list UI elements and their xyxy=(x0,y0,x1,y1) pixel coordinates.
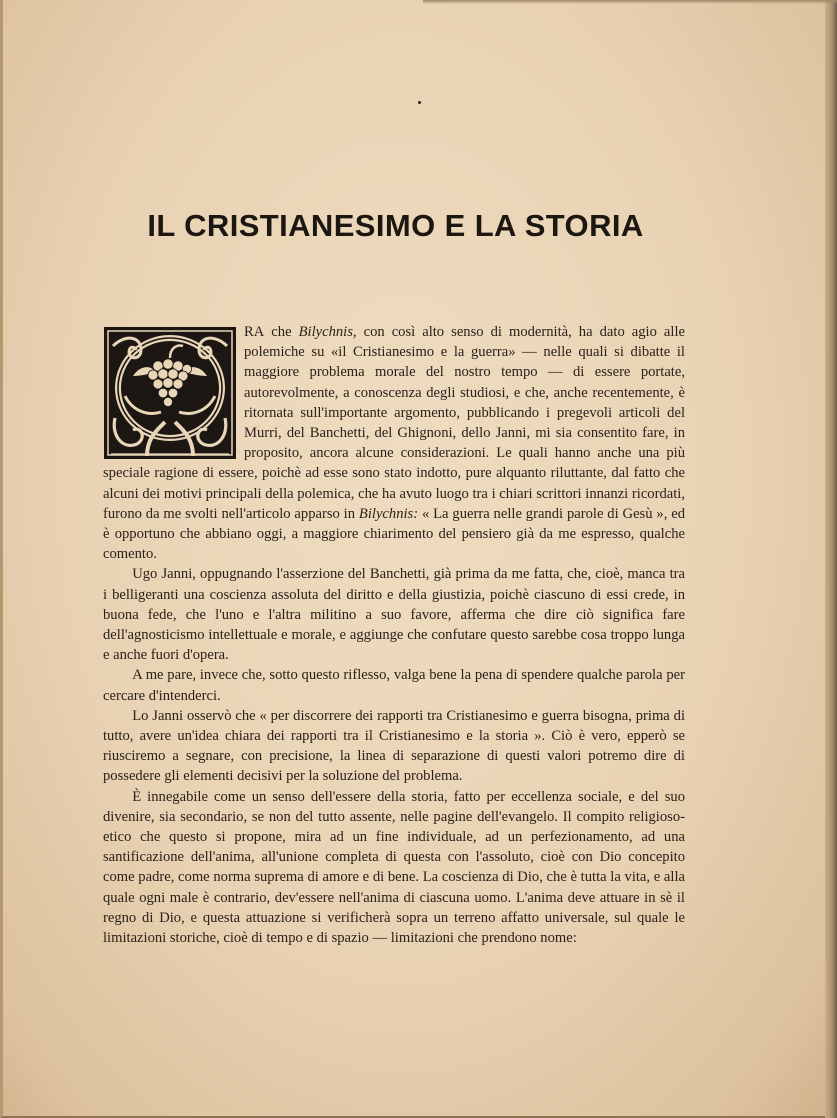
paragraph-4 xyxy=(103,706,685,787)
paragraph-text: Lo Janni osservò che « per discorrere dei rapporti tra Cristianesimo e guerra bisogna, prima di tutto, avere un'idea chiara dei rapporti tra il Cristianesimo e la storia ». Ciò è vero, epperò se riusciremo a segnare, con precisione, la linea di separazione di questi valori potremo dire di possedere gli elementi decisivi per la soluzione del problema. xyxy=(103,707,685,785)
paragraph-text: « La guerra nelle grandi parole di Gesù », ed è opportuno che abbiano oggi, a maggiore chiarimento del pensiero già da me espresso, qualche comento. xyxy=(103,505,685,563)
paragraph-text: RA xyxy=(244,324,265,340)
paragraph-3 xyxy=(103,665,685,705)
page-edge xyxy=(825,0,837,1118)
paragraph-text: A me pare, invece che, sotto questo riflesso, valga bene la pena di spendere qualche parola per cercare d'intenderci. xyxy=(103,667,685,704)
article-title: IL CRISTIANESIMO E LA STORIA xyxy=(147,208,644,243)
article-body xyxy=(103,322,685,948)
paragraph-text: Bilychnis, xyxy=(298,324,357,340)
paragraph-text: Ugo Janni, oppugnando l'asserzione del Banchetti, già prima da me fatta, che, cioè, manca tra i belligeranti una coscienza assoluta del diritto e della giustizia, poichè ciascuno di essi crede, in buona fede, che l'uno e l'altra militino a suo favore, afferma che dire ciò significa fare dell'agnosticismo intellettuale e morale, e aggiunge che confutare questo sarebbe cosa troppo lunga e anche fuori d'opera. xyxy=(103,566,685,664)
paragraph-text: con così alto senso di modernità, ha dato agio alle polemiche su «il Cristianesimo e la guerra» — nelle quali si dibatte il maggiore problema morale del nostro tempo — di essere portate, autorevolmente, a conoscenza degli studiosi, e che, anche recentemente, è ritornata sull'importante argomento, pubblicando i pregevoli articoli del Murri, del Banchetti, del Ghignoni, dello Janni, mi sia consentito fare, in proposito, ancora alcune considerazioni. Le quali hanno anche una più speciale ragione di essere, poichè ad esse sono stato indotto, pure alquanto riluttante, dal fatto che alcuni dei motivi principali della polemica, che ha avuto luogo tra i chiari scrittori innanzi ricordati, furono da me svolti nell'articolo apparso in xyxy=(103,324,685,522)
paragraph-text: È innegabile come un senso dell'essere della storia, fatto per eccellenza sociale, e del suo divenire, sia secondario, se non del tutto assente, nelle pagine dell'evangelo. Il compito religioso-etico che questo si propone, mira ad un fine individuale, ad un perfezionamento, ad una santificazione dell'anima, all'unione completa di questa con l'assoluto, cioè con Dio concepito come padre, come norma suprema di amore e di bene. La coscienza di Dio, che è tutta la vita, e alla quale ogni male è contrario, dev'essere nell'anima di ciascuna uomo. L'anima deve attuare in sè il regno di Dio, e questa attuazione si verificherà sopra un terreno affatto universale, sul quale le limitazioni storiche, cioè di tempo e di spazio — limitazioni che prendono nome: xyxy=(103,788,685,947)
dropcap-spacer xyxy=(103,324,244,462)
ink-speck xyxy=(418,101,421,104)
paragraph-2 xyxy=(103,564,685,665)
paragraph-5 xyxy=(103,787,685,949)
paragraph-text: Bilychnis: xyxy=(358,505,419,522)
page-top-edge xyxy=(423,0,837,4)
paragraph-text: che xyxy=(264,324,299,340)
